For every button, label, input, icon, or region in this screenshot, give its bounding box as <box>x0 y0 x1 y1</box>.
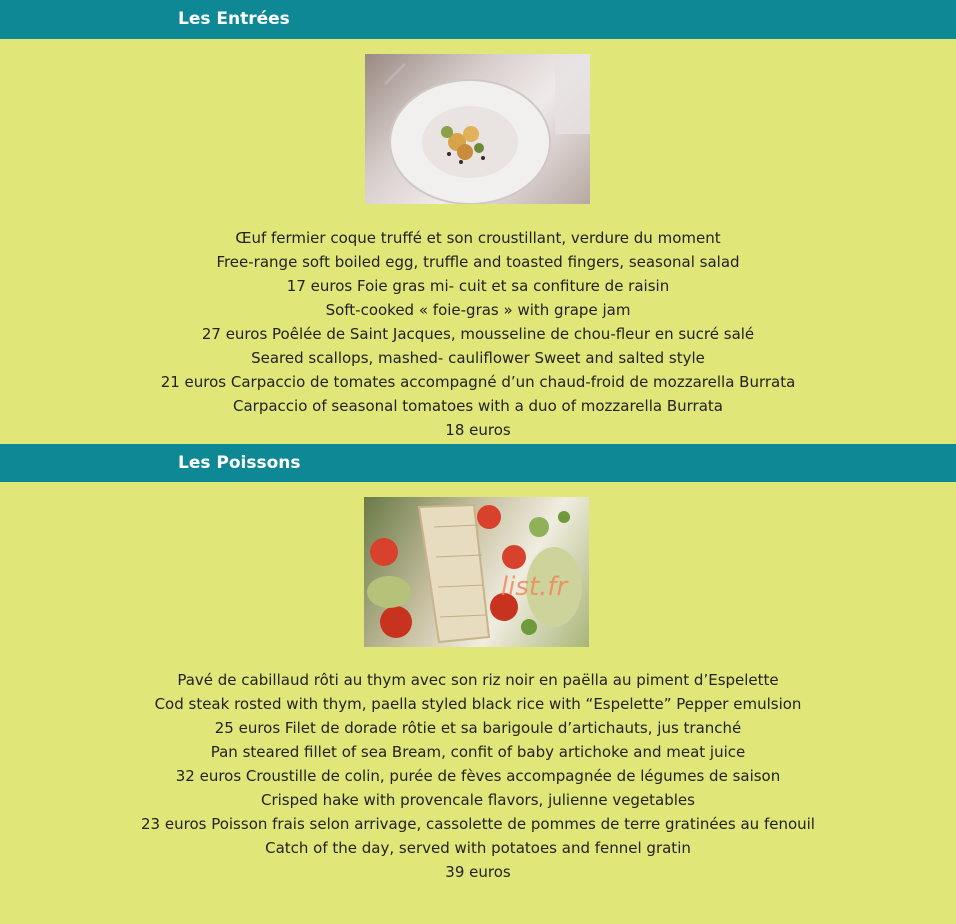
menu-line: 25 euros Filet de dorade rôtie et sa barigoule d’artichauts, jus tranché <box>214 719 742 737</box>
poissons-menu-list <box>0 668 956 884</box>
entrees-dish-photo <box>365 54 590 204</box>
section-header-entrees <box>0 0 956 39</box>
menu-line: Soft-cooked « foie-gras » with grape jam <box>325 301 631 319</box>
section-header-poissons <box>0 444 956 482</box>
menu-line: Free-range soft boiled egg, truffle and toasted fingers, seasonal salad <box>216 253 740 271</box>
menu-line: 23 euros Poisson frais selon arrivage, cassolette de pommes de terre gratinées au fenouil <box>141 815 815 833</box>
section-title-entrees: Les Entrées <box>178 9 290 29</box>
menu-line: 32 euros Croustille de colin, purée de fèves accompagnée de légumes de saison <box>175 767 781 785</box>
menu-line: 17 euros Foie gras mi- cuit et sa confiture de raisin <box>286 277 670 295</box>
poissons-dish-photo <box>364 497 589 647</box>
menu-line: 21 euros Carpaccio de tomates accompagné d’un chaud-froid de mozzarella Burrata <box>160 373 796 391</box>
menu-line: Pan steared fillet of sea Bream, confit of baby artichoke and meat juice <box>210 743 746 761</box>
menu-line: Pavé de cabillaud rôti au thym avec son riz noir en paëlla au piment d’Espelette <box>177 671 779 689</box>
menu-line: 39 euros <box>445 863 511 881</box>
section-title-poissons: Les Poissons <box>178 453 301 473</box>
menu-line: Seared scallops, mashed- cauliflower Sweet and salted style <box>251 349 705 367</box>
menu-line: Cod steak rosted with thym, paella styled black rice with “Espelette” Pepper emulsion <box>154 695 802 713</box>
menu-line: Carpaccio of seasonal tomatoes with a duo of mozzarella Burrata <box>233 397 723 415</box>
menu-line: Catch of the day, served with potatoes and fennel gratin <box>265 839 691 857</box>
watermark-text: list.fr <box>500 572 568 602</box>
menu-line: 18 euros <box>445 421 511 439</box>
menu-line: Crisped hake with provencale flavors, julienne vegetables <box>261 791 695 809</box>
menu-line: Œuf fermier coque truffé et son croustillant, verdure du moment <box>235 229 721 247</box>
menu-line: 27 euros Poêlée de Saint Jacques, mousseline de chou-fleur en sucré salé <box>201 325 755 343</box>
entrees-menu-list <box>0 226 956 442</box>
